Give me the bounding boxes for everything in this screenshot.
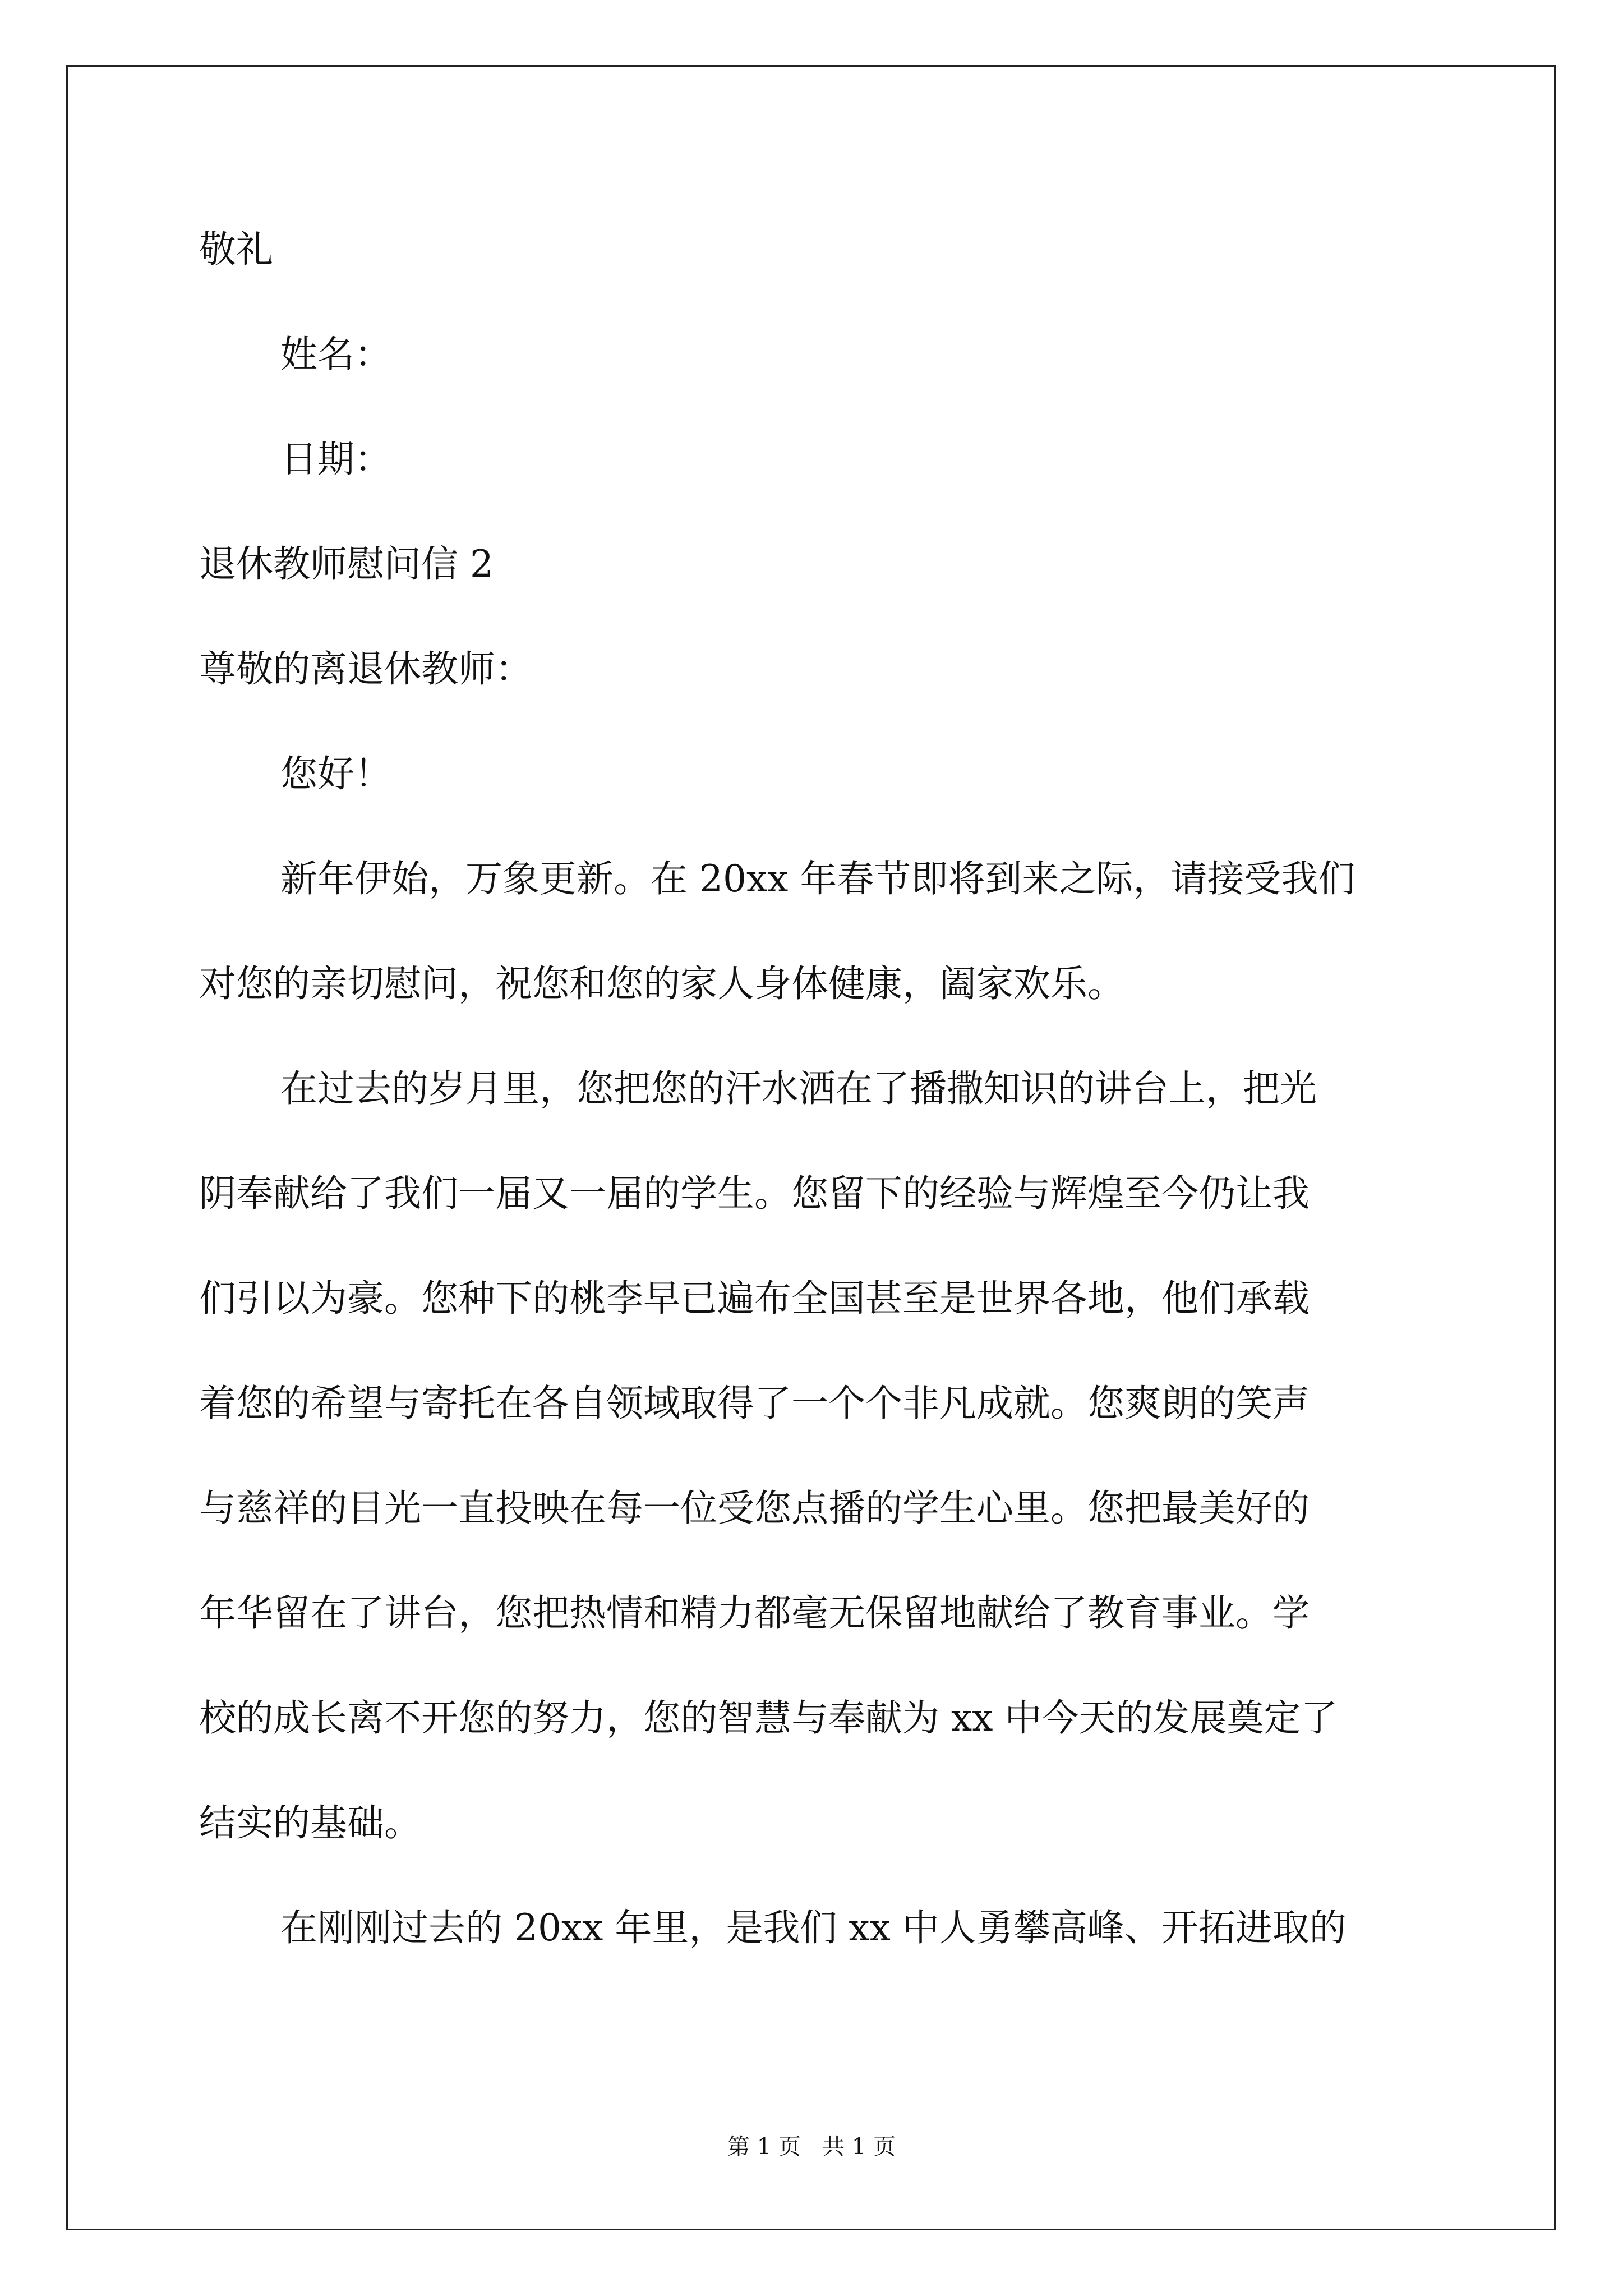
paragraph-3-line-1: 在刚刚过去的 20xx 年里，是我们 xx 中人勇攀高峰、开拓进取的 [280, 1906, 1347, 1949]
paragraph-2-line-6: 年华留在了讲台，您把热情和精力都毫无保留地献给了教育事业。学 [199, 1591, 1310, 1635]
paragraph-2-line-2: 阴奉献给了我们一届又一届的学生。您留下的经验与辉煌至今仍让我 [199, 1172, 1310, 1215]
paragraph-2-line-3: 们引以为豪。您种下的桃李早已遍布全国甚至是世界各地，他们承载 [199, 1277, 1310, 1320]
paragraph-1-line-2: 对您的亲切慰问，祝您和您的家人身体健康，阖家欢乐。 [199, 962, 1124, 1005]
signature-name-field: 姓名： [280, 333, 391, 376]
signature-date-field: 日期： [280, 438, 391, 481]
letter-greeting: 尊敬的离退休教师： [199, 647, 532, 691]
page-footer: 第 1 页 共 1 页 [727, 2134, 896, 2160]
paragraph-2-line-4: 着您的希望与寄托在各自领域取得了一个个非凡成就。您爽朗的笑声 [199, 1382, 1310, 1425]
paragraph-1-line-1: 新年伊始，万象更新。在 20xx 年春节即将到来之际，请接受我们 [280, 857, 1355, 900]
paragraph-2-line-5: 与慈祥的目光一直投映在每一位受您点播的学生心里。您把最美好的 [199, 1487, 1310, 1530]
paragraph-2-line-7: 校的成长离不开您的努力，您的智慧与奉献为 xx 中今天的发展奠定了 [199, 1696, 1338, 1740]
paragraph-2-line-8: 结实的基础。 [199, 1801, 421, 1844]
greeting-line: 您好！ [280, 752, 391, 795]
paragraph-2-line-1: 在过去的岁月里，您把您的汗水洒在了播撒知识的讲台上，把光 [280, 1067, 1317, 1110]
closing-salutation: 敬礼 [199, 228, 273, 271]
letter-title: 退休教师慰问信 2 [199, 542, 494, 586]
